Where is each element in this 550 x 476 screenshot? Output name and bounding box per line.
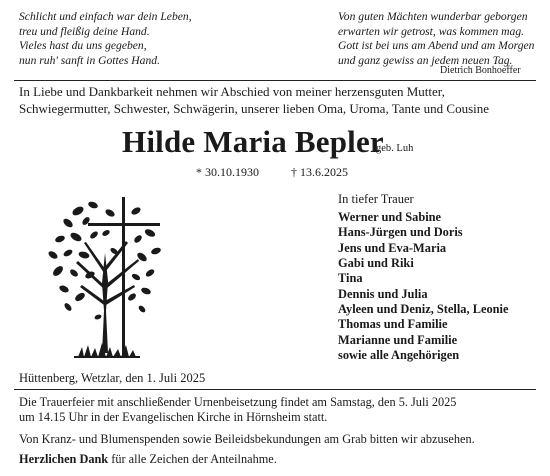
poem-left bbox=[19, 10, 249, 68]
intro-text bbox=[19, 84, 539, 117]
mourner-item: Werner und Sabine bbox=[338, 210, 442, 224]
maiden-name: geb. Luh bbox=[376, 143, 414, 154]
mourning-intro: In tiefer Trauer bbox=[338, 192, 414, 206]
mourner-item: Thomas und Familie bbox=[338, 317, 448, 332]
poem-right-line: erwarten wir getrost, was kommen mag. bbox=[338, 24, 525, 38]
thanks-bold: Herzlichen Dank bbox=[19, 452, 109, 466]
intro-line: Schwiegermutter, Schwester, Schwägerin, unserer lieben Oma, Uroma, Tante und Cousine bbox=[19, 100, 490, 116]
divider-bottom bbox=[14, 389, 536, 390]
poem-left-line: nun ruh' sanft in Gottes Hand. bbox=[19, 53, 160, 67]
mourners-list bbox=[338, 210, 509, 363]
birth-date: * 30.10.1930 bbox=[196, 165, 259, 179]
death-date: † 13.6.2025 bbox=[291, 165, 348, 179]
mourner-item: Ayleen und Deniz, Stella, Leonie bbox=[338, 302, 509, 317]
mourner-item: Hans-Jürgen und Doris bbox=[338, 225, 463, 240]
donation-note: Von Kranz- und Blumenspenden sowie Beileidsbekundungen am Grab bitten wir abzusehen. bbox=[19, 432, 475, 446]
funeral-line: um 14.15 Uhr in der Evangelischen Kirche in Hörnsheim statt. bbox=[19, 410, 328, 425]
mourner-item: Dennis und Julia bbox=[338, 286, 428, 301]
poem-left-line: Vieles hast du uns gegeben, bbox=[19, 39, 147, 53]
mourner-item: Marianne und Familie bbox=[338, 332, 458, 347]
poem-right-line: und ganz gewiss an jedem neuen Tag. bbox=[338, 53, 513, 67]
cross-with-tree-icon bbox=[38, 193, 173, 361]
poem-author: Dietrich Bonhoeffer bbox=[440, 65, 521, 76]
funeral-line: Die Trauerfeier mit anschließender Urnenbeisetzung findet am Samstag, den 5. Juli 2025 bbox=[19, 395, 457, 409]
deceased-name: Hilde Maria Bepler bbox=[122, 124, 384, 159]
thanks-rest: für alle Zeichen der Anteilnahme. bbox=[108, 452, 277, 466]
mourner-item: Gabi und Riki bbox=[338, 256, 414, 271]
poem-left-line: Schlicht und einfach war dein Leben, bbox=[19, 10, 192, 23]
intro-line: In Liebe und Dankbarkeit nehmen wir Abschied von meiner herzensguten Mutter, bbox=[19, 84, 445, 99]
place-date: Hüttenberg, Wetzlar, den 1. Juli 2025 bbox=[19, 371, 206, 385]
divider-top bbox=[14, 80, 536, 81]
poem-right bbox=[338, 10, 538, 68]
mourner-item: sowie alle Angehörigen bbox=[338, 348, 460, 363]
mourner-item: Tina bbox=[338, 271, 363, 286]
poem-left-line: treu und fleißig deine Hand. bbox=[19, 24, 150, 38]
mourner-item: Jens und Eva-Maria bbox=[338, 240, 447, 255]
funeral-info bbox=[19, 395, 456, 426]
thanks-note bbox=[19, 452, 277, 467]
poem-right-line: Von guten Mächten wunderbar geborgen bbox=[338, 10, 528, 23]
poem-right-line: Gott ist bei uns am Abend und am Morgen bbox=[338, 39, 535, 53]
